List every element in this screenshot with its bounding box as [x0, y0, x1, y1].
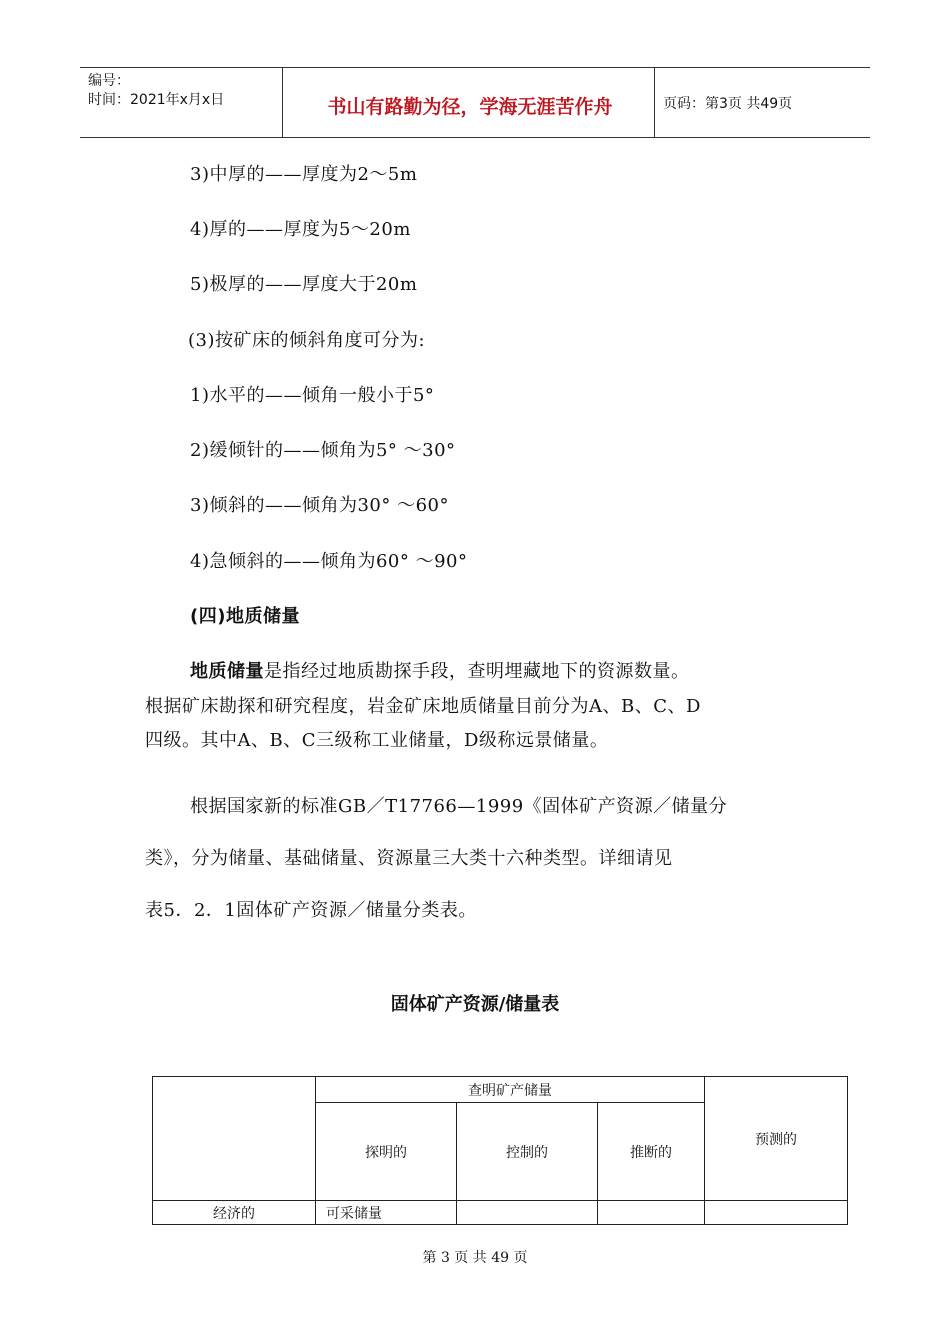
row-label-cell: 经济的: [153, 1201, 316, 1225]
page-footer: 第 3 页 共 49 页: [422, 1250, 528, 1266]
header-divider: [654, 68, 655, 137]
group-header-cell: 查明矿产储量: [316, 1077, 705, 1103]
paragraph-line: 表5．2．1固体矿产资源／储量分类表。: [145, 900, 477, 921]
inferred-header-cell: 推断的: [598, 1103, 705, 1201]
table-cell: [598, 1201, 705, 1225]
table-cell: [457, 1201, 598, 1225]
paragraph-line: 四级。其中A、B、C三级称工业储量，D级称远景储量。: [145, 730, 609, 751]
table-title: 固体矿产资源/储量表: [390, 994, 560, 1015]
paragraph-text: 是指经过地质勘探手段，查明埋藏地下的资源数量。: [264, 661, 690, 682]
number-label: 编号：: [88, 73, 130, 89]
paragraph-line: 类》，分为储量、基础储量、资源量三大类十六种类型。详细请见: [145, 848, 673, 869]
text-line: 4)急倾斜的——倾角为60° ～90°: [190, 551, 468, 572]
date-label: 时间：2021年x月x日: [88, 92, 225, 108]
text-line: 3)中厚的——厚度为2～5m: [190, 164, 418, 185]
table-corner-cell: [153, 1077, 316, 1201]
predicted-header-cell: 预测的: [705, 1077, 848, 1201]
header-divider: [282, 68, 283, 137]
resource-table: [152, 1076, 848, 1225]
explored-header-cell: 探明的: [316, 1103, 457, 1201]
paragraph-line: [190, 657, 690, 683]
table-cell: 可采储量: [316, 1201, 457, 1225]
term-bold: 地质储量: [190, 661, 264, 682]
text-line: 5)极厚的——厚度大于20m: [190, 274, 418, 295]
header-page-info: 页码：第3页 共49页: [663, 96, 793, 112]
header-meta: [88, 72, 224, 110]
page-header: [80, 67, 870, 138]
text-line: 4)厚的——厚度为5～20m: [190, 219, 411, 240]
text-line: (3)按矿床的倾斜角度可分为:: [188, 330, 426, 351]
header-motto: 书山有路勤为径，学海无涯苦作舟: [327, 96, 613, 118]
text-line: 3)倾斜的——倾角为30° ～60°: [190, 495, 450, 516]
text-line: 2)缓倾针的——倾角为5° ～30°: [190, 440, 456, 461]
text-line: 1)水平的——倾角一般小于5°: [190, 385, 435, 406]
paragraph-line: 根据矿床勘探和研究程度，岩金矿床地质储量目前分为A、B、C、D: [145, 696, 701, 717]
section-heading: (四)地质储量: [190, 606, 300, 627]
table-cell: [705, 1201, 848, 1225]
controlled-header-cell: 控制的: [457, 1103, 598, 1201]
paragraph-line: 根据国家新的标准GB／T17766—1999《固体矿产资源／储量分: [190, 796, 728, 817]
